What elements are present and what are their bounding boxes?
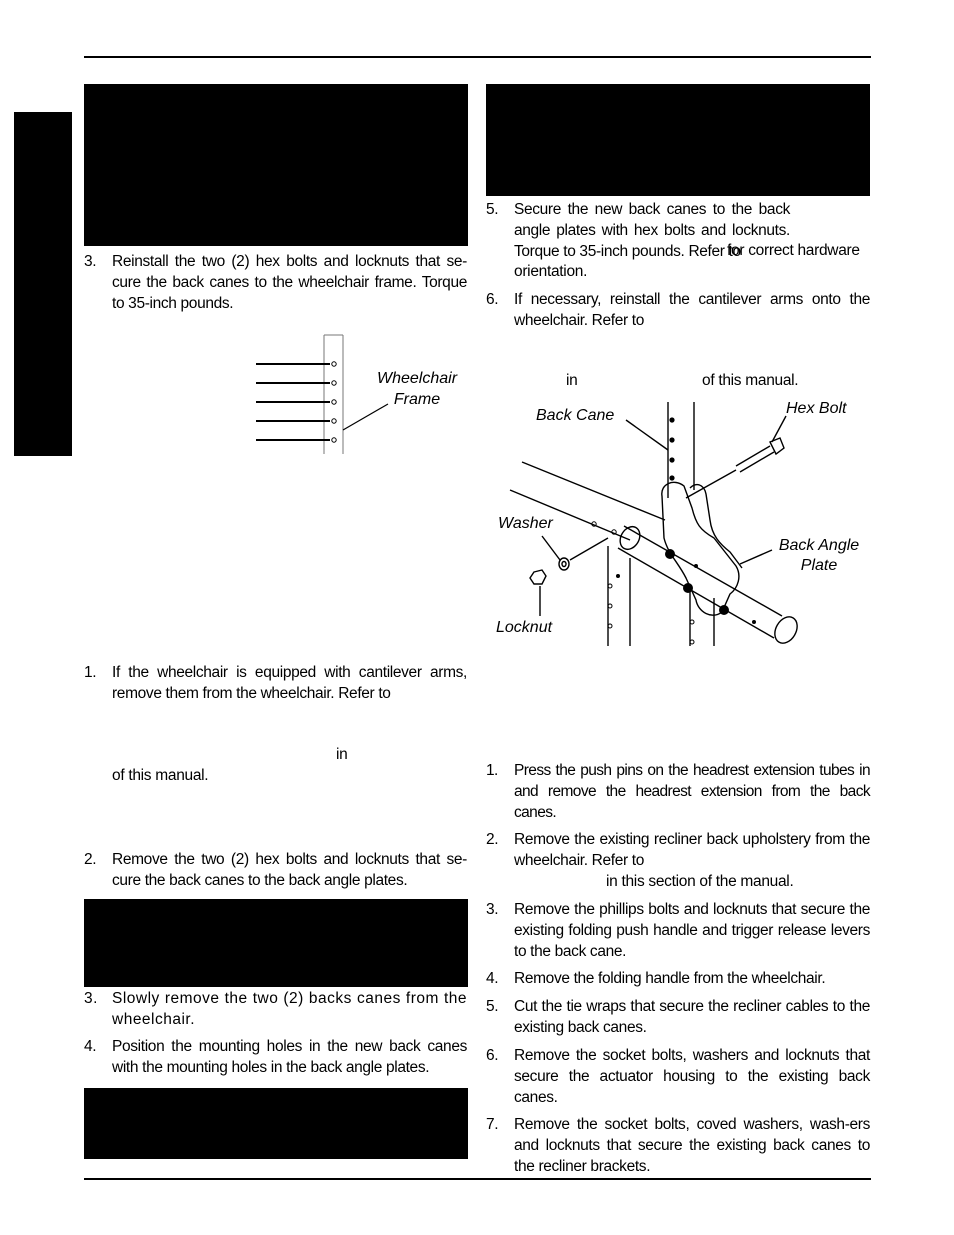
step-number: 6.	[486, 1047, 499, 1064]
right-step-6-manual: of this manual.	[702, 372, 799, 389]
left-step-3-remove-canes	[84, 989, 467, 1033]
step-number: 3.	[84, 253, 97, 270]
step-number: 3.	[486, 901, 499, 918]
step-number: 7.	[486, 1116, 499, 1133]
wheelchair-frame-figure	[250, 334, 360, 456]
step-text: Remove the folding handle from the wheelchair.	[514, 970, 826, 987]
step-text: Position the mounting holes in the new back canes with the mounting holes in the back angle plates.	[112, 1038, 467, 1076]
left-step-4-position	[84, 1037, 467, 1081]
top-rule	[84, 56, 871, 58]
left-step-1-manual: of this manual.	[112, 767, 209, 784]
right-step-5-tie-wraps	[486, 997, 870, 1041]
step-text: Slowly remove the two (2) backs canes from the wheelchair.	[112, 990, 467, 1028]
right-step-6-cantilever	[486, 290, 870, 334]
left-step-1-cantilever	[84, 663, 467, 707]
step-text: Remove the phillips bolts and locknuts that secure the existing folding push handle and trigger release levers to the back cane.	[514, 901, 870, 960]
right-step-6-in: in	[566, 372, 578, 389]
hex-bolt-label: Hex Bolt	[786, 400, 847, 417]
right-step-1-push-pins	[486, 761, 870, 825]
step-text: Secure the new back canes to the back angle plates with hex bolts and locknuts. Torque to 35-inch pounds. Refer to	[514, 201, 790, 260]
right-step-5-orientation: orientation.	[514, 263, 588, 280]
locknut-label: Locknut	[496, 619, 553, 636]
back-angle-plate-label: Back Angle Plate	[778, 537, 860, 574]
section-side-tab	[14, 112, 72, 456]
left-step-3-reinstall	[84, 252, 467, 316]
step-text: Cut the tie wraps that secure the recliner cables to the existing back canes.	[514, 998, 870, 1036]
wheelchair-frame-label: Wheelchair Frame	[376, 370, 458, 408]
step-number: 1.	[486, 762, 498, 779]
left-bottom-box	[84, 1088, 468, 1159]
step-text: If necessary, reinstall the cantilever arms onto the wheelchair. Refer to	[514, 291, 870, 329]
step-number: 6.	[486, 291, 499, 308]
right-step-7-coved-washers	[486, 1115, 870, 1179]
step-number: 2.	[84, 851, 97, 868]
step-number: 1.	[84, 664, 97, 681]
step-number: 5.	[486, 998, 499, 1015]
step-text: Press the push pins on the headrest extension tubes in and remove the headrest extension from the back canes.	[514, 762, 870, 821]
right-step-6-socket-bolts	[486, 1046, 870, 1110]
right-header-box	[486, 84, 870, 196]
step-text: Remove the existing recliner back upholstery from the wheelchair. Refer to	[514, 831, 870, 869]
right-step-2-section: in this section of the manual.	[606, 873, 794, 890]
step-text: Remove the socket bolts, washers and locknuts that secure the actuator housing to the existing back canes.	[514, 1047, 870, 1106]
step-number: 5.	[486, 201, 499, 218]
washer-label: Washer	[498, 515, 553, 532]
left-caution-box	[84, 899, 468, 987]
step-number: 2.	[486, 831, 499, 848]
right-step-2-upholstery	[486, 830, 870, 874]
step-number: 4.	[486, 970, 499, 987]
step-text: If the wheelchair is equipped with cantilever arms, remove them from the wheelchair. Refer to	[112, 664, 467, 702]
left-step-2-remove-bolts	[84, 850, 467, 894]
right-step-3-phillips	[486, 900, 870, 964]
right-step-4-folding-handle	[486, 969, 870, 991]
left-step-1-in: in	[336, 746, 348, 763]
right-step-5-hardware: for correct hardware	[727, 242, 860, 259]
step-number: 4.	[84, 1038, 97, 1055]
step-text: Reinstall the two (2) hex bolts and locknuts that se-cure the back canes to the wheelchair frame. Torque to 35-inch pounds.	[112, 253, 467, 312]
step-number: 3.	[84, 990, 98, 1007]
left-header-box	[84, 84, 468, 246]
back-cane-label: Back Cane	[536, 407, 615, 424]
step-text: Remove the socket bolts, coved washers, wash-ers and locknuts that secure the existing back canes to the recliner brackets.	[514, 1116, 870, 1175]
step-text: Remove the two (2) hex bolts and locknuts that se-cure the back canes to the back angle plates.	[112, 851, 467, 889]
